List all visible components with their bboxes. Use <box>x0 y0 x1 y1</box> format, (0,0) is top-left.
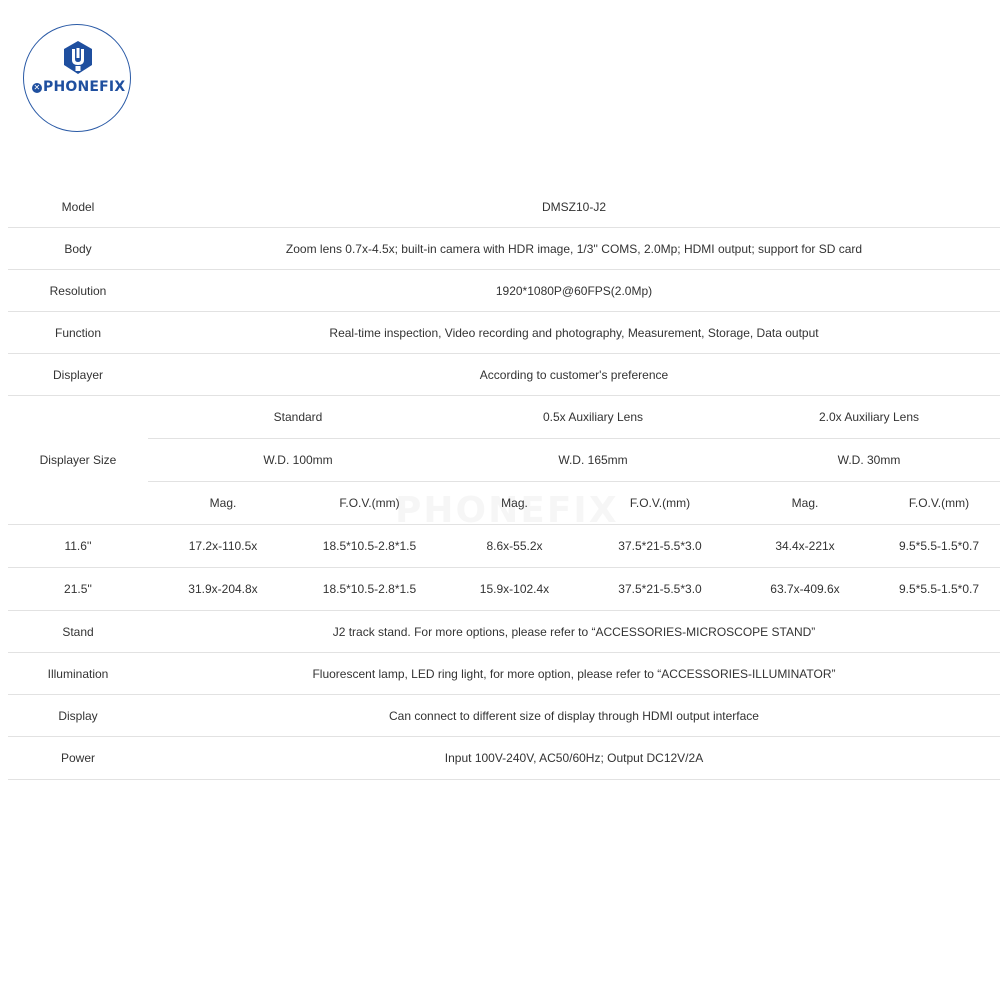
spec-group-displayer-size <box>8 396 1000 525</box>
column-header: F.O.V.(mm) <box>908 496 970 510</box>
column-header: Mag. <box>791 496 819 510</box>
spec-label: Displayer <box>52 367 103 382</box>
spec-value: J2 track stand. For more options, please refer to “ACCESSORIES-MICROSCOPE STAND” <box>332 624 816 639</box>
column-header: F.O.V.(mm) <box>629 496 691 510</box>
spec-value: Zoom lens 0.7x-4.5x; built-in camera with HDR image, 1/3'' COMS, 2.0Mp; HDMI output; support for SD card <box>285 241 863 256</box>
size-cell: 21.5'' <box>64 582 92 596</box>
table-cell: 17.2x-110.5x <box>188 539 258 553</box>
table-cell: 37.5*21-5.5*3.0 <box>618 539 702 553</box>
spec-value: Real-time inspection, Video recording and photography, Measurement, Storage, Data output <box>329 325 819 340</box>
wd-header: W.D. 165mm <box>558 453 628 467</box>
table-row <box>8 568 1000 611</box>
size-cell: 11.6'' <box>64 539 92 553</box>
spec-label: Resolution <box>49 283 107 298</box>
spec-value: According to customer's preference <box>479 367 669 382</box>
table-cell: 9.5*5.5-1.5*0.7 <box>898 582 980 596</box>
brand-name-label: PHONEFIX <box>43 79 126 95</box>
spec-label: Illumination <box>47 666 109 681</box>
spec-row-display <box>8 695 1000 737</box>
lens-header-row <box>148 396 1000 438</box>
spec-table <box>8 186 1000 780</box>
spec-row-displayer <box>8 354 1000 396</box>
lens-header: 2.0x Auxiliary Lens <box>818 410 920 424</box>
column-header: Mag. <box>501 496 528 510</box>
column-header-row <box>148 481 1000 524</box>
spec-row-stand <box>8 611 1000 653</box>
spec-label: Stand <box>62 624 94 639</box>
table-cell: 63.7x-409.6x <box>770 582 840 596</box>
wd-header-row <box>148 438 1000 481</box>
table-cell: 9.5*5.5-1.5*0.7 <box>898 539 980 553</box>
table-cell: 34.4x-221x <box>775 539 835 553</box>
spec-row-illumination <box>8 653 1000 695</box>
column-header: Mag. <box>209 496 237 510</box>
wd-header: W.D. 30mm <box>837 453 901 467</box>
wd-header: W.D. 100mm <box>263 453 333 467</box>
spec-row-resolution <box>8 270 1000 312</box>
lens-header: 0.5x Auxiliary Lens <box>542 410 644 424</box>
table-cell: 8.6x-55.2x <box>486 539 543 553</box>
lens-header: Standard <box>273 410 323 424</box>
spec-row-model <box>8 186 1000 228</box>
spec-label: Power <box>60 751 95 765</box>
phonefix-logo <box>23 24 131 132</box>
spec-row-power <box>8 737 1000 780</box>
spec-value: Input 100V-240V, AC50/60Hz; Output DC12V/2A <box>444 751 704 765</box>
spec-row-body <box>8 228 1000 270</box>
displayer-size-headers <box>148 396 1000 524</box>
spec-value: 1920*1080P@60FPS(2.0Mp) <box>495 283 653 298</box>
spec-value: Can connect to different size of display through HDMI output interface <box>389 708 759 723</box>
spec-label: Model <box>61 199 95 214</box>
spec-row-function <box>8 312 1000 354</box>
table-cell: 37.5*21-5.5*3.0 <box>618 582 702 596</box>
spec-label: Function <box>54 325 102 340</box>
spec-value: DMSZ10-J2 <box>541 199 606 214</box>
spec-label: Body <box>64 241 92 256</box>
table-row <box>8 525 1000 568</box>
spec-value: Fluorescent lamp, LED ring light, for more option, please refer to “ACCESSORIES-ILLUMINATOR” <box>312 666 836 681</box>
table-cell: 18.5*10.5-2.8*1.5 <box>322 539 417 553</box>
wrench-badge-icon <box>61 40 95 76</box>
x-mark-icon: ✕ <box>33 83 41 92</box>
table-cell: 15.9x-102.4x <box>479 582 550 596</box>
spec-label: Displayer Size <box>39 453 117 467</box>
column-header: F.O.V.(mm) <box>339 496 400 510</box>
brand-name <box>32 79 124 95</box>
table-cell: 31.9x-204.8x <box>188 582 258 596</box>
table-cell: 18.5*10.5-2.8*1.5 <box>322 582 417 596</box>
spec-label: Display <box>58 708 98 723</box>
